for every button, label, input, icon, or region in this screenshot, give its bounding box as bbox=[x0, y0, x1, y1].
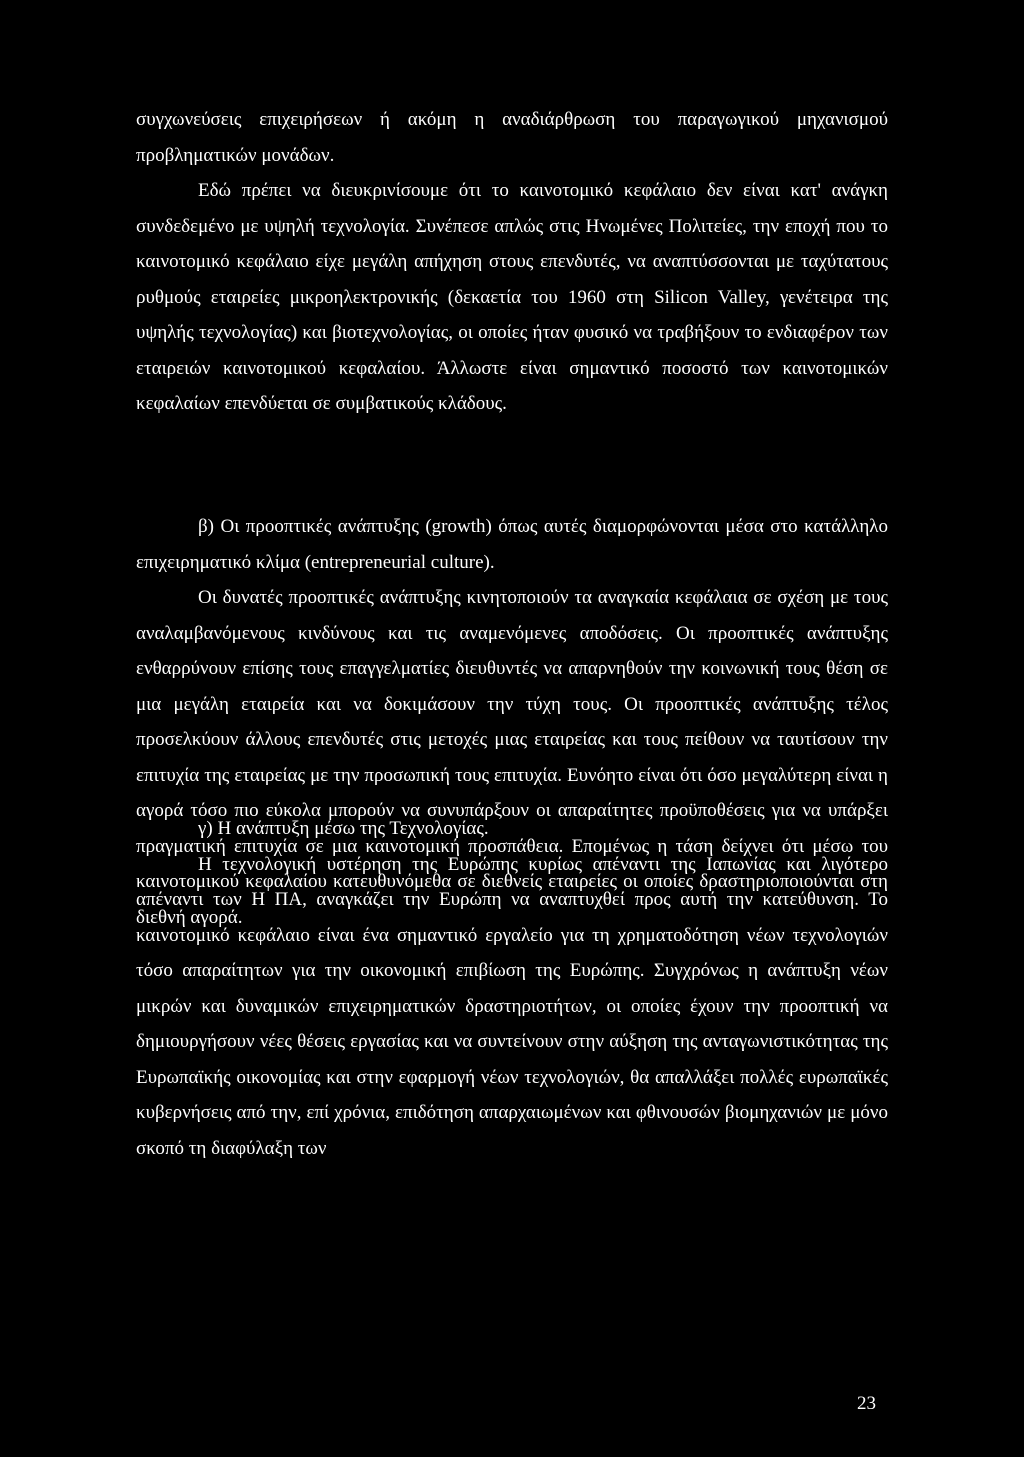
paragraph: Η τεχνολογική υστέρηση της Ευρώπης κυρίως απέναντι της Ιαπωνίας και λιγότερο απέναντι των Η ΠΑ, αναγκάζει την Ευρώπη να αναπτυχθεί προς αυτή την κατεύθυνση. Το καινοτομικό κεφάλαιο είναι ένα σημαντικό εργαλείο για τη χρηματοδότηση νέων τεχνολογιών τόσο απαραίτητων για την οικονομική επιβίωση της Ευρώπης. Συγχρόνως η ανάπτυξη νέων μικρών και δυναμικών επιχειρηματικών δραστηριοτήτων, οι οποίες έχουν την προοπτική να δημιουργήσουν νέες θέσεις εργασίας και να συντείνουν στην αύξηση της ανταγωνιστικότητας της Ευρωπαϊκής οικονομίας και στην εφαρμογή νέων τεχνολογιών, θα απαλλάξει πολλές ευρωπαϊκές κυβερνήσεις από την, επί χρόνια, επιδότηση απαρχαιωμένων και φθινουσών βιομηχανιών με μόνο σκοπό τη διαφύλαξη των bbox=[136, 853, 888, 1159]
paragraph: συγχωνεύσεις επιχειρήσεων ή ακόμη η αναδιάρθρωση του παραγωγικού μηχανισμού προβληματικών μονάδων. bbox=[136, 109, 888, 166]
text-block bbox=[136, 102, 888, 422]
page-number: 23 bbox=[857, 1393, 876, 1414]
text-block bbox=[136, 811, 888, 1166]
paragraph: Οι δυνατές προοπτικές ανάπτυξης κινητοποιούν τα αναγκαία κεφάλαια σε σχέση με τους αναλαμβανόμενους κινδύνους και τις αναμενόμενες αποδόσεις. Οι προοπτικές ανάπτυξης ενθαρρύνουν επίσης τους επαγγελματίες διευθυντές να απαρνηθούν την κοινωνική τους θέση σε μια μεγάλη εταιρεία και να δοκιμάσουν την τύχη τους. Οι προοπτικές ανάπτυξης τέλος προσελκύουν άλλους επενδυτές στις μετοχές μιας εταιρείας και τους πείθουν να ταυτίσουν την επιτυχία της εταιρείας με την προσωπική τους επιτυχία. Ευνόητο είναι ότι όσο μεγαλύτερη είναι η αγορά τόσο πιο εύκολα μπορούν να συνυπάρξουν οι απαραίτητες προϋποθέσεις για να υπάρξει πραγματική επιτυχία σε μια καινοτομική προσπάθεια. Επομένως η τάση δείχνει ότι μέσω του καινοτομικού κεφαλαίου κατευθυνόμεθα σε διεθνείς εταιρείες οι οποίες δραστηριοποιούνται στη διεθνή αγορά. bbox=[136, 587, 888, 928]
section-heading: γ) Η ανάπτυξη μέσω της Τεχνολογίας. bbox=[198, 818, 489, 839]
paragraph: Εδώ πρέπει να διευκρινίσουμε ότι το καινοτομικό κεφάλαιο δεν είναι κατ' ανάγκη συνδεδεμένο με υψηλή τεχνολογία. Συνέπεσε απλώς στις Ηνωμένες Πολιτείες, την εποχή που το καινοτομικό κεφάλαιο είχε μεγάλη απήχηση στους επενδυτές, να αναπτύσσονται με ταχύτατους ρυθμούς εταιρείες μικροηλεκτρονικής (δεκαετία του 1960 στη Silicon Valley, γενέτειρα της υψηλής τεχνολογίας) και βιοτεχνολογίας, οι οποίες ήταν φυσικό να τραβήξουν το ενδιαφέρον των εταιρειών καινοτομικού κεφαλαίου. Άλλωστε είναι σημαντικό ποσοστό των καινοτομικών κεφαλαίων επενδύεται σε συμβατικούς κλάδους. bbox=[136, 180, 888, 414]
section-heading: β) Οι προοπτικές ανάπτυξης (growth) όπως αυτές διαμορφώνονται μέσα στο κατάλληλο επιχειρηματικό κλίμα (entrepreneurial culture). bbox=[136, 516, 888, 573]
